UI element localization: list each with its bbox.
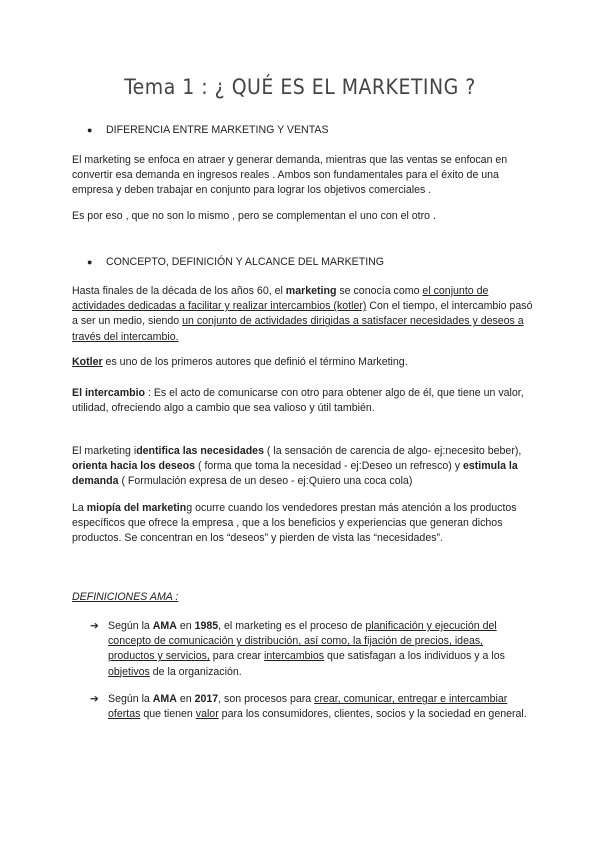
- heading-text: CONCEPTO, DEFINICIÓN Y ALCANCE DEL MARKETING: [106, 256, 385, 268]
- paragraph-miopia: La miopía del marketing ocurre cuando los vendedores prestan más atención a los productos específicos que ofrece la empresa , que a los beneficios y experiencias que generan dichos productos. Se concentran en los “deseos” y pierden de vista las “necesidades”.: [72, 502, 517, 545]
- definition-text: Según la AMA en 1985, el marketing es el proceso de planificación y ejecución del concepto de comunicación y distribución, así como, la fijación de precios, ideas, productos y servicios, para crear intercambios que satisfagan a los individuos y a los objetivos de la organización.: [108, 620, 505, 678]
- paragraph-historia: Hasta finales de la década de los años 60, el marketing se conocía como el conjunto de actividades dedicadas a facilitar y realizar intercambios (kotler) Con el tiempo, el intercambio pasó a ser un medio, siendo un conjunto de actividades dirigidas a satisfacer necesidades y deseos a través del intercambio.: [72, 285, 533, 343]
- paragraph-diferencia: El marketing se enfoca en atraer y generar demanda, mientras que las ventas se enfocan en convertir esa demanda en ingresos reales . Ambos son fundamentales para el éxito de una empresa y deben trabajar en conjunto para lograr los objetivos comerciales .: [72, 154, 508, 197]
- paragraph-kotler: Kotler es uno de los primeros autores que definió el término Marketing.: [72, 356, 408, 368]
- heading-text: DIFERENCIA ENTRE MARKETING Y VENTAS: [106, 124, 329, 136]
- paragraph-complementan: Es por eso , que no son lo mismo , pero se complementan el uno con el otro .: [72, 210, 436, 222]
- bullet-icon: ●: [87, 257, 93, 267]
- definitions-heading: DEFINICIONES AMA :: [72, 591, 179, 603]
- paragraph-necesidades: El marketing identifica las necesidades ( la sensación de carencia de algo- ej:necesito beber), orienta hacia los deseos ( forma que toma la necesidad - ej:Deseo un refresco) y estimula la demanda ( Formulación expresa de un deseo - ej:Quiero una coca cola): [72, 445, 522, 488]
- arrow-icon: ➔: [90, 693, 99, 705]
- definition-text: Según la AMA en 2017, son procesos para crear, comunicar, entregar e intercambiar ofertas que tienen valor para los consumidores, clientes, socios y la sociedad en general.: [108, 693, 527, 721]
- bullet-icon: ●: [87, 125, 93, 135]
- arrow-icon: ➔: [90, 620, 99, 632]
- paragraph-intercambio: El intercambio : Es el acto de comunicarse con otro para obtener algo de él, que tiene un valor, utilidad, ofreciendo algo a cambio que sea valioso y útil también.: [72, 387, 524, 415]
- page-title: Tema 1 : ¿ QUÉ ES EL MARKETING ?: [124, 75, 476, 99]
